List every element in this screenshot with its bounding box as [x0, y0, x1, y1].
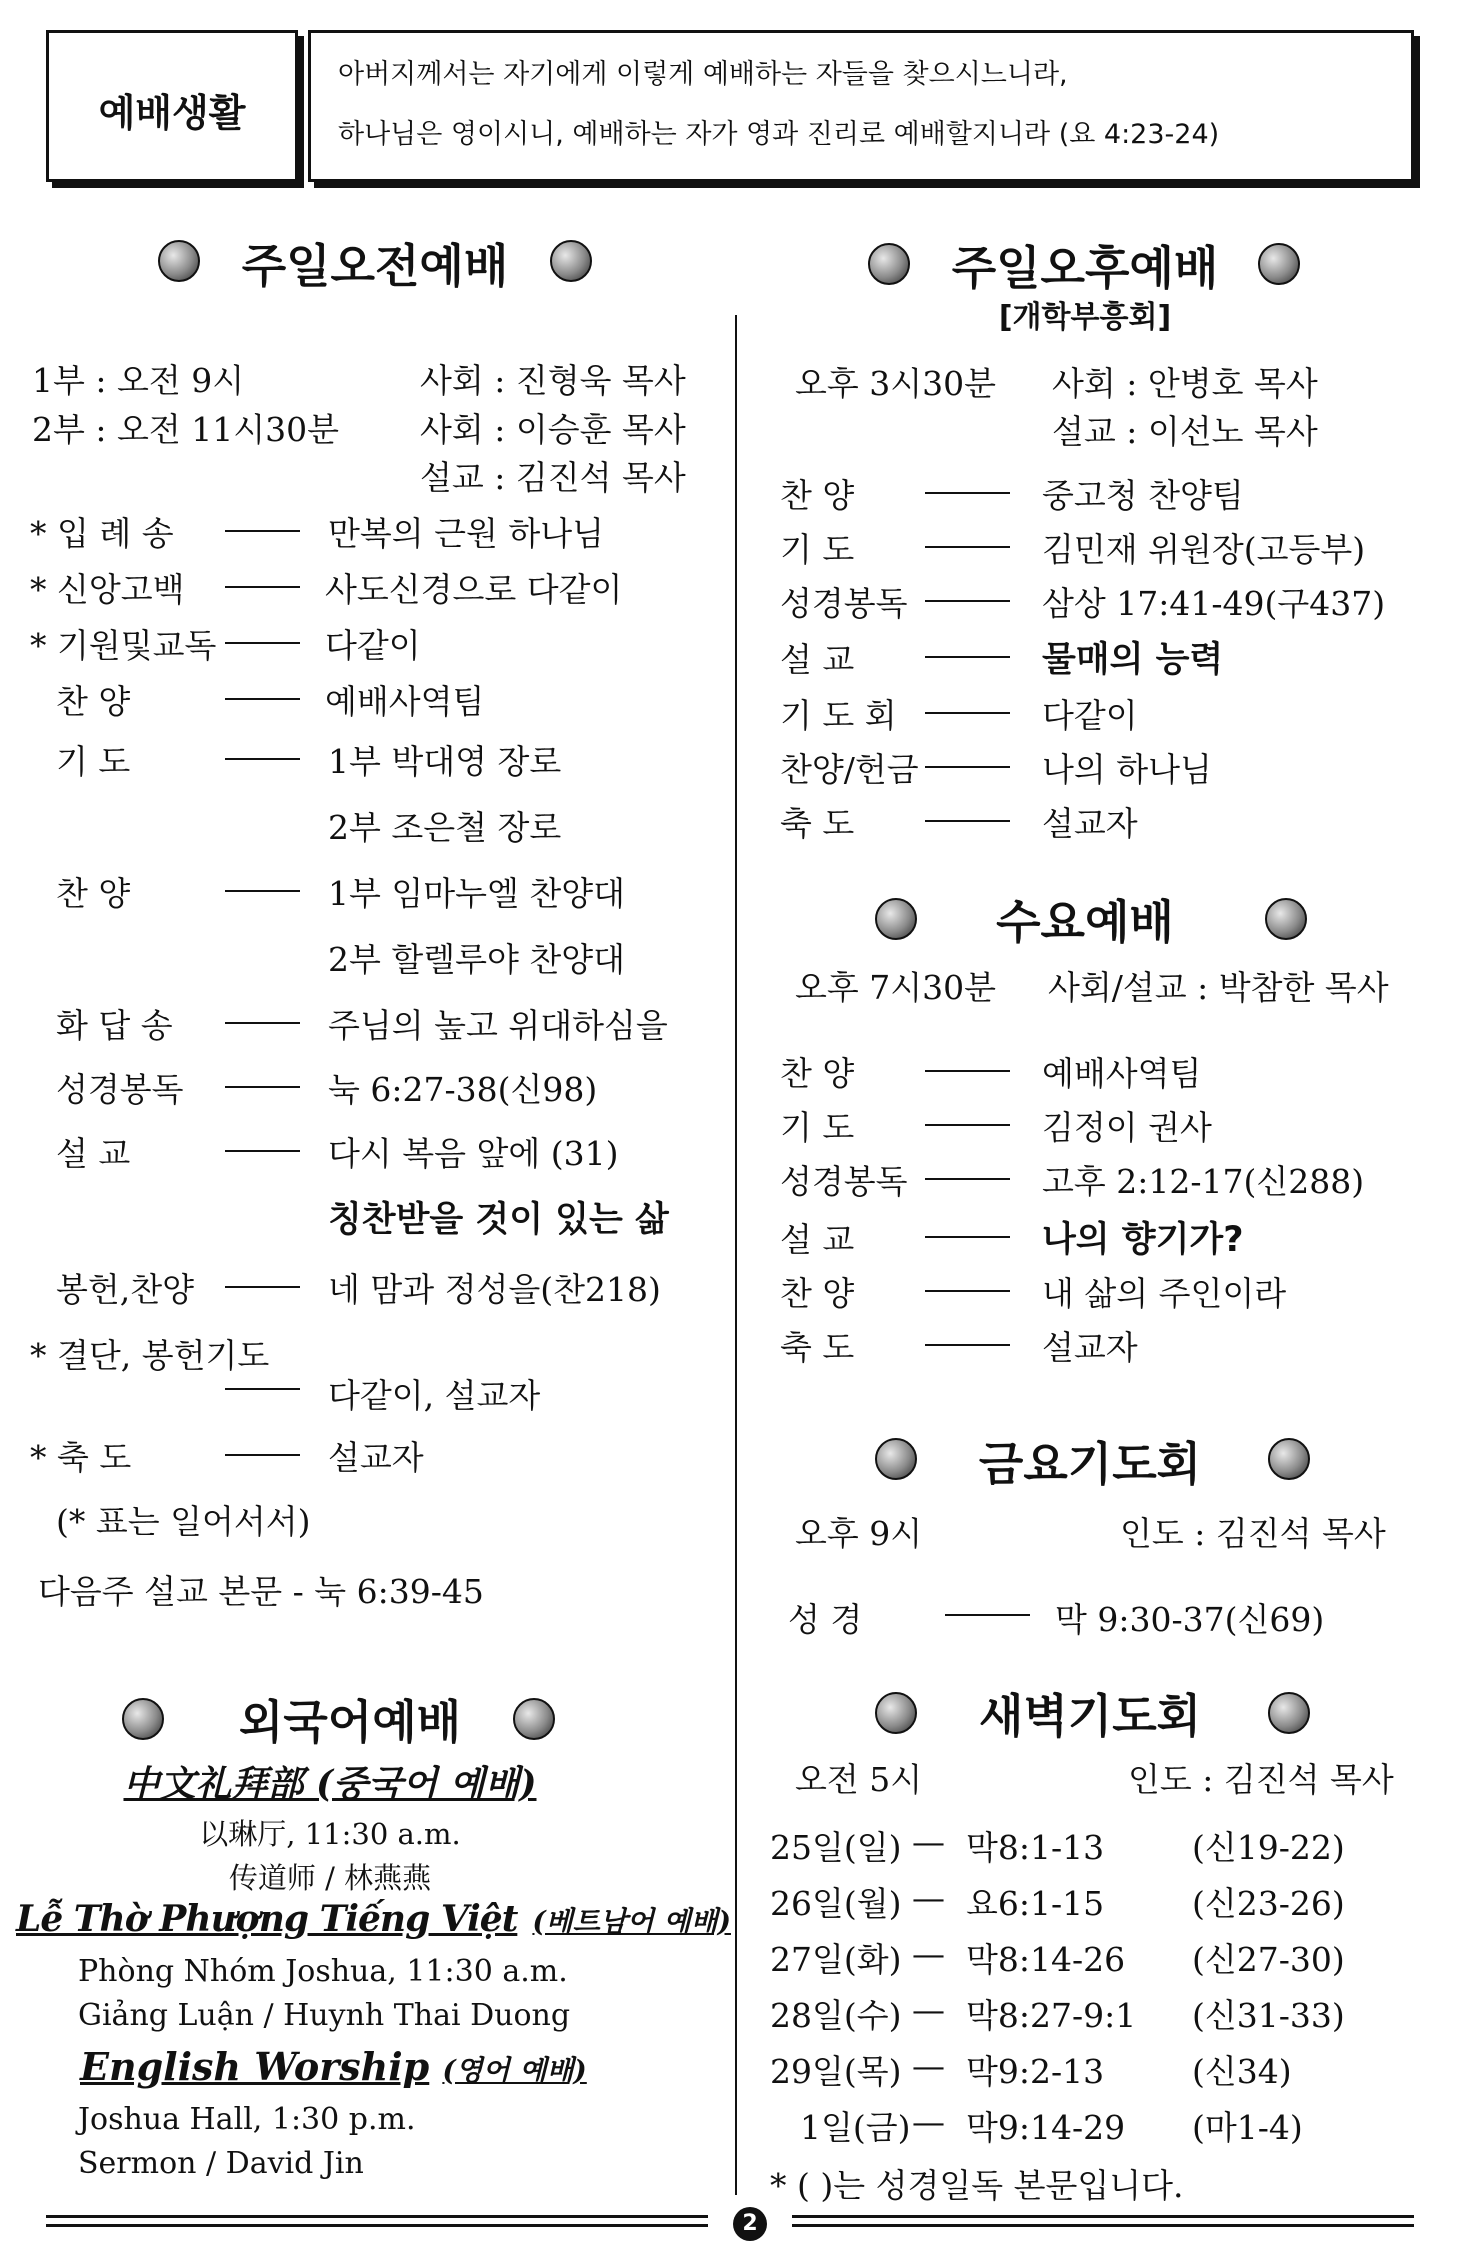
- dawn-dash: —: [912, 2102, 945, 2141]
- header-verse-line2: 하나님은 영이시니, 예배하는 자가 영과 진리로 예배할지니라 (요 4:23-24): [338, 119, 1220, 150]
- dash: [925, 492, 1010, 494]
- order-value: 네 맘과 정성을(찬218): [328, 1270, 661, 1309]
- dawn-text: 막8:27-9:1: [966, 1996, 1137, 2035]
- morning-s2-time: 2부 : 오전 11시30분: [32, 410, 339, 449]
- dawn-leader: 인도 : 김진석 목사: [1128, 1760, 1394, 1799]
- dawn-text: 막9:14-29: [966, 2108, 1126, 2147]
- dash: [925, 1236, 1010, 1238]
- chinese-line1: 以琳厅, 11:30 a.m.: [199, 1817, 461, 1851]
- dawn-day: 1일(금): [800, 2108, 911, 2147]
- sermon-title: 칭찬받을 것이 있는 삶: [328, 1200, 669, 1240]
- dash: [225, 1388, 300, 1390]
- bullet-icon: [875, 1692, 917, 1734]
- order-value: 예배사역팀: [1042, 1054, 1202, 1093]
- foreign-title: 외국어예배: [238, 1695, 462, 1749]
- afternoon-title: 주일오후예배: [951, 241, 1219, 295]
- viet-line1: Phòng Nhóm Joshua, 11:30 a.m.: [78, 1954, 568, 1989]
- order-value: 내 삶의 주인이라: [1042, 1274, 1287, 1313]
- order-label: * 기원및교독: [30, 626, 217, 665]
- page-number: 2: [742, 2211, 758, 2236]
- dawn-text: 막9:2-13: [966, 2052, 1105, 2091]
- friday-scripture: 막 9:30-37(신69): [1055, 1600, 1325, 1639]
- viet-line2: Giảng Luận / Huynh Thai Duong: [78, 1998, 571, 2033]
- order-value: 만복의 근원 하나님: [328, 514, 605, 553]
- bullet-icon: [1268, 1692, 1310, 1734]
- bullet-icon: [1258, 243, 1300, 285]
- order-value: 물매의 능력: [1042, 640, 1224, 680]
- order-value: 김정이 권사: [1042, 1108, 1212, 1147]
- order-value: 사도신경으로 다같이: [325, 570, 623, 609]
- dash: [925, 1070, 1010, 1072]
- bullet-icon: [122, 1698, 164, 1740]
- afternoon-subtitle: [개학부흥회]: [998, 300, 1172, 335]
- bullet-icon: [550, 240, 592, 282]
- dawn-dash: —: [912, 2046, 945, 2085]
- order-value: 다같이: [325, 626, 421, 665]
- order-value: 눅 6:27-38(신98): [328, 1070, 598, 1109]
- bullet-icon: [1265, 898, 1307, 940]
- chinese-line2: 传道师 / 林燕燕: [228, 1861, 432, 1895]
- dash: [225, 586, 300, 588]
- dawn-dash: —: [912, 1878, 945, 1917]
- morning-title: 주일오전예배: [241, 239, 509, 293]
- friday-leader: 인도 : 김진석 목사: [1120, 1514, 1386, 1553]
- order-label: 설 교: [780, 640, 855, 679]
- bullet-icon: [513, 1698, 555, 1740]
- order-label: 기 도 회: [780, 696, 897, 735]
- friday-scripture-label: 성 경: [788, 1600, 863, 1639]
- dash: [925, 1124, 1010, 1126]
- morning-s1-time: 1부 : 오전 9시: [32, 361, 245, 400]
- bullet-icon: [1268, 1438, 1310, 1480]
- order-label: 찬 양: [56, 874, 131, 913]
- dash: [925, 600, 1010, 602]
- dawn-ref: (마1-4): [1192, 2108, 1303, 2147]
- order-value: 설교자: [1042, 1328, 1138, 1367]
- chinese-title: 中文礼拜部 (중국어 예배): [123, 1763, 537, 1805]
- friday-title: 금요기도회: [978, 1437, 1202, 1491]
- dash: [925, 1290, 1010, 1292]
- bullet-icon: [158, 240, 200, 282]
- friday-time: 오후 9시: [795, 1514, 923, 1553]
- viet-suffix: (베트남어 예배): [532, 1905, 731, 1938]
- dawn-dash: —: [912, 1990, 945, 2029]
- dawn-ref: (신31-33): [1192, 1996, 1345, 2035]
- bullet-icon: [868, 243, 910, 285]
- footer-rule-right: [792, 2215, 1414, 2227]
- order-label: 찬 양: [780, 1054, 855, 1093]
- dawn-dash: —: [912, 1934, 945, 1973]
- order-value: 나의 향기가?: [1042, 1220, 1244, 1260]
- dawn-note: * ( )는 성경일독 본문입니다.: [770, 2166, 1184, 2205]
- order-value: 1부 임마누엘 찬양대: [328, 874, 625, 913]
- dawn-dash: —: [912, 1822, 945, 1861]
- morning-s2-host: 사회 : 이승훈 목사: [420, 410, 686, 449]
- order-value: 나의 하나님: [1042, 750, 1212, 789]
- order-value: 설교자: [328, 1438, 424, 1477]
- order-label: 축 도: [780, 804, 855, 843]
- order-label: * 결단, 봉헌기도: [30, 1336, 270, 1375]
- order-value: 삼상 17:41-49(구437): [1042, 584, 1386, 623]
- order-label: 찬 양: [56, 682, 131, 721]
- dash: [225, 1454, 300, 1456]
- bullet-icon: [875, 1438, 917, 1480]
- header-verse-line1: 아버지께서는 자기에게 이렇게 예배하는 자들을 찾으시느니라,: [338, 59, 1068, 90]
- dawn-day: 29일(목): [770, 2052, 902, 2091]
- order-label: 성경봉독: [780, 1162, 908, 1201]
- dawn-day: 27일(화): [770, 1940, 902, 1979]
- order-value: 주님의 높고 위대하심을: [328, 1006, 668, 1045]
- wednesday-time: 오후 7시30분: [795, 968, 996, 1007]
- dash: [225, 1022, 300, 1024]
- dash: [925, 546, 1010, 548]
- order-label: 축 도: [780, 1328, 855, 1367]
- order-label: 설 교: [780, 1220, 855, 1259]
- dawn-ref: (신27-30): [1192, 1940, 1345, 1979]
- dash: [925, 712, 1010, 714]
- english-title-row: [80, 2044, 587, 2089]
- dash: [925, 656, 1010, 658]
- footer-rule-left: [46, 2215, 708, 2227]
- dawn-ref: (신23-26): [1192, 1884, 1345, 1923]
- order-label: 기 도: [780, 530, 855, 569]
- dash: [925, 1178, 1010, 1180]
- dawn-time: 오전 5시: [795, 1760, 923, 1799]
- order-label: 찬 양: [780, 476, 855, 515]
- order-label: 기 도: [780, 1108, 855, 1147]
- header-label: 예배생활: [98, 91, 246, 135]
- order-label: 설 교: [56, 1134, 131, 1173]
- english-title: English Worship: [80, 2044, 430, 2089]
- dawn-day: 28일(수): [770, 1996, 902, 2035]
- order-label: 화 답 송: [56, 1006, 173, 1045]
- order-value: 예배사역팀: [325, 682, 485, 721]
- order-label: 성경봉독: [56, 1070, 184, 1109]
- dash: [945, 1614, 1030, 1616]
- afternoon-host: 사회 : 안병호 목사: [1052, 364, 1318, 403]
- viet-title-row: [16, 1898, 731, 1940]
- order-label: 찬 양: [780, 1274, 855, 1313]
- dash: [225, 1086, 300, 1088]
- order-value: 1부 박대영 장로: [328, 742, 562, 781]
- order-value: 고후 2:12-17(신288): [1042, 1162, 1365, 1201]
- dawn-ref: (신19-22): [1192, 1828, 1345, 1867]
- dawn-day: 26일(월): [770, 1884, 902, 1923]
- english-line1: Joshua Hall, 1:30 p.m.: [78, 2102, 416, 2137]
- dash: [225, 642, 300, 644]
- next-week-text: 다음주 설교 본문 - 눅 6:39-45: [38, 1572, 484, 1611]
- wednesday-title: 수요예배: [996, 895, 1174, 949]
- order-label: 봉헌,찬양: [56, 1270, 195, 1309]
- dash: [925, 820, 1010, 822]
- viet-title: Lễ Thờ Phượng Tiếng Việt: [16, 1898, 518, 1940]
- dash: [225, 890, 300, 892]
- dash: [225, 1150, 300, 1152]
- dash: [225, 758, 300, 760]
- morning-s1-host: 사회 : 진형욱 목사: [420, 361, 686, 400]
- order-label: 성경봉독: [780, 584, 908, 623]
- order-label: 찬양/헌금: [780, 750, 919, 789]
- dawn-day: 25일(일): [770, 1828, 902, 1867]
- standing-note: (* 표는 일어서서): [56, 1502, 311, 1541]
- morning-preacher: 설교 : 김진석 목사: [420, 458, 686, 497]
- dawn-ref: (신34): [1192, 2052, 1292, 2091]
- english-line2: Sermon / David Jin: [78, 2146, 364, 2181]
- order-value: 다시 복음 앞에 (31): [328, 1134, 619, 1173]
- order-value: 2부 할렐루야 찬양대: [328, 940, 625, 979]
- order-label: * 신앙고백: [30, 570, 185, 609]
- order-label: * 축 도: [30, 1438, 132, 1477]
- order-label: * 입 례 송: [30, 514, 174, 553]
- dash: [225, 698, 300, 700]
- afternoon-preacher: 설교 : 이선노 목사: [1052, 412, 1318, 451]
- order-value: 다같이, 설교자: [328, 1376, 541, 1415]
- column-divider: [735, 315, 737, 2195]
- wednesday-host: 사회/설교 : 박참한 목사: [1048, 968, 1389, 1007]
- page-number-badge: [733, 2207, 767, 2241]
- english-suffix: (영어 예배): [442, 2054, 587, 2087]
- dash: [925, 1344, 1010, 1346]
- order-value: 김민재 위원장(고등부): [1042, 530, 1366, 569]
- order-value: 다같이: [1042, 696, 1138, 735]
- dash: [225, 530, 300, 532]
- order-label: 기 도: [56, 742, 131, 781]
- dawn-text: 요6:1-15: [966, 1884, 1105, 1923]
- bullet-icon: [875, 898, 917, 940]
- dawn-text: 막8:1-13: [966, 1828, 1105, 1867]
- dash: [225, 1286, 300, 1288]
- dash: [925, 766, 1010, 768]
- dawn-title: 새벽기도회: [978, 1689, 1202, 1743]
- order-value: 2부 조은철 장로: [328, 808, 562, 847]
- afternoon-time: 오후 3시30분: [795, 364, 996, 403]
- order-value: 중고청 찬양팀: [1042, 476, 1244, 515]
- order-value: 설교자: [1042, 804, 1138, 843]
- dawn-text: 막8:14-26: [966, 1940, 1126, 1979]
